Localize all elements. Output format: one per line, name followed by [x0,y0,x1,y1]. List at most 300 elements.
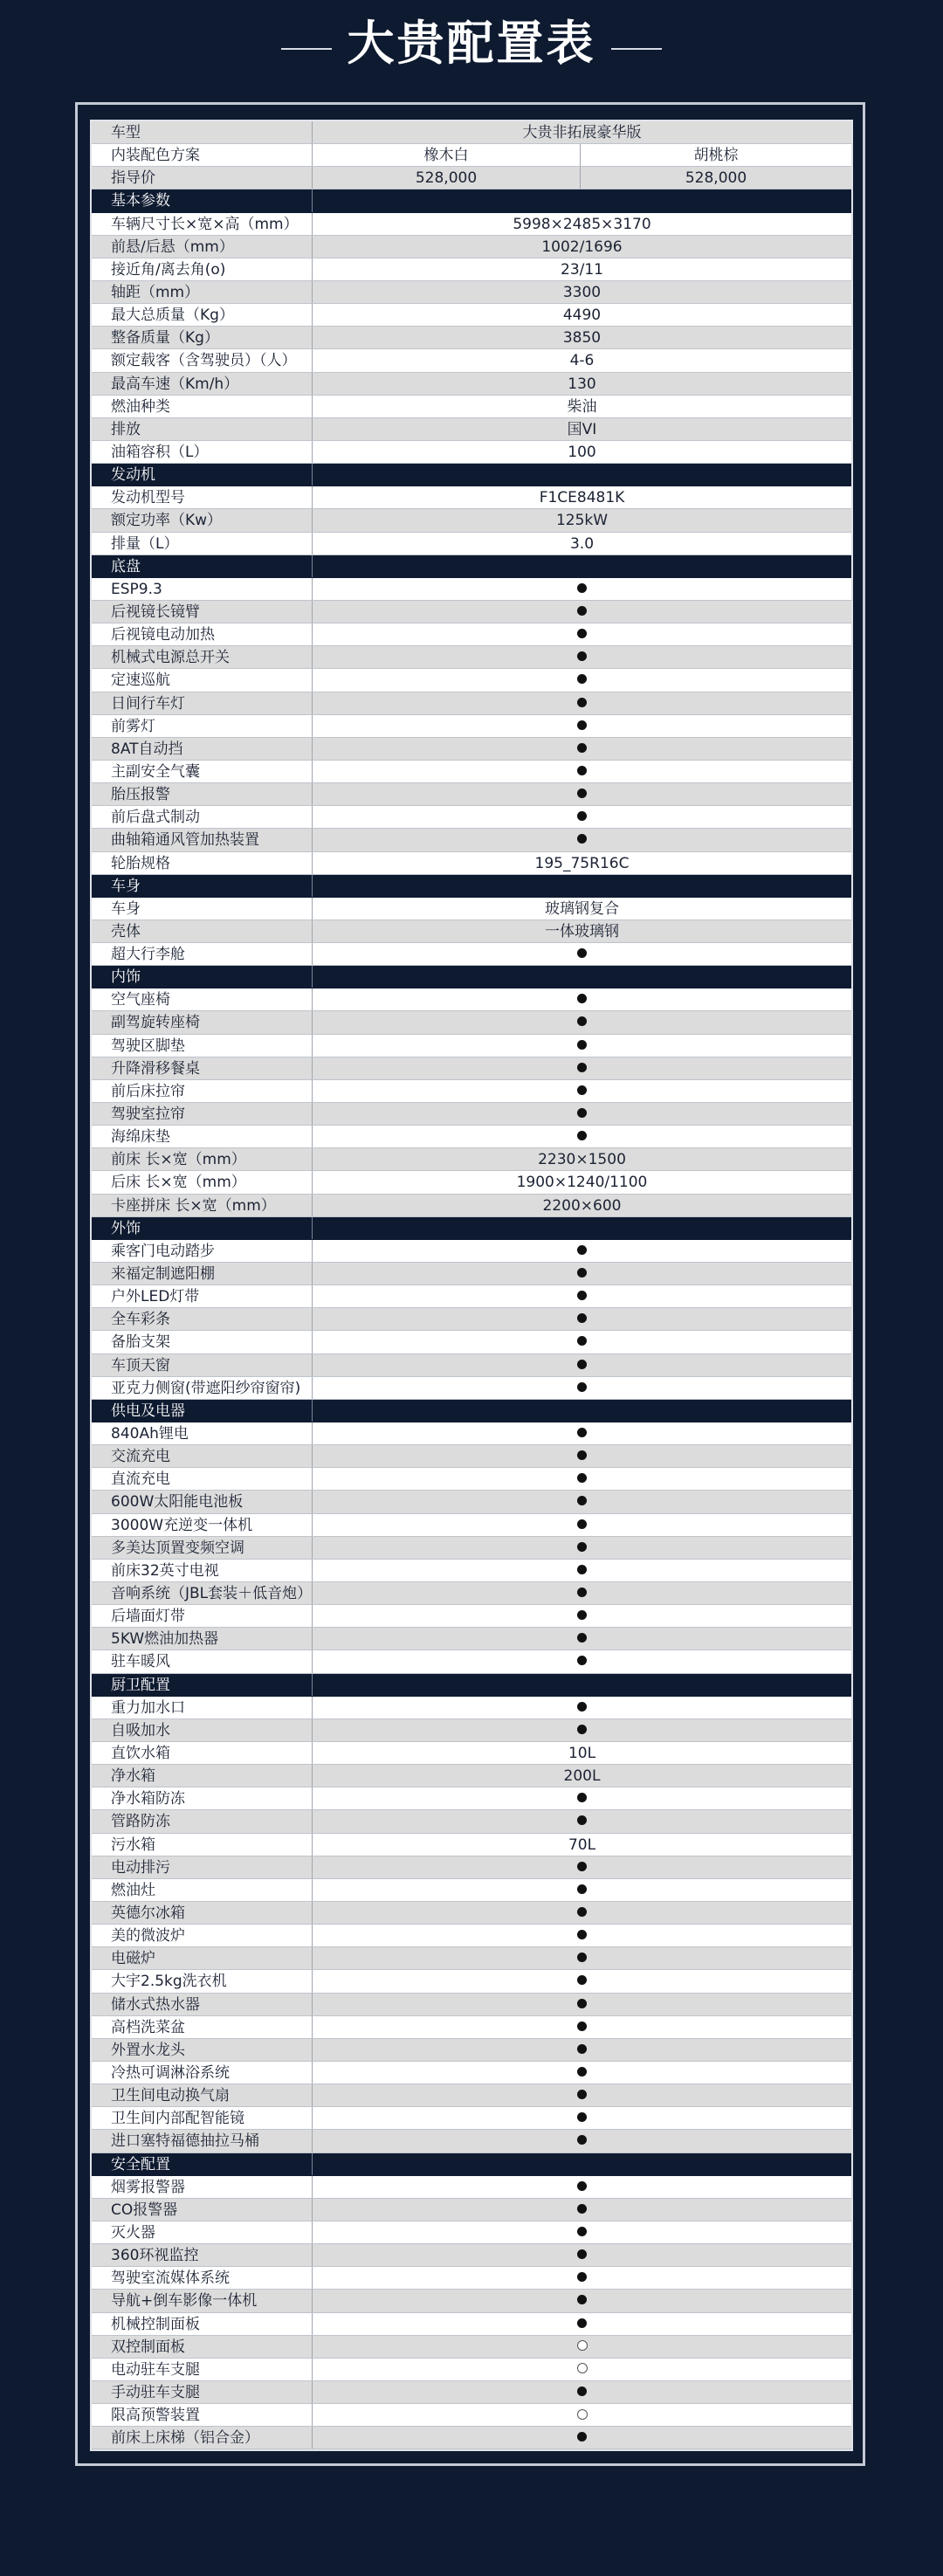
row-label: 发动机型号 [92,486,313,508]
spec-row [92,533,851,555]
spec-row [92,2313,851,2336]
standard-filled-dot-icon [577,1063,587,1072]
row-label: 管路防冻 [92,1810,313,1832]
section-title: 供电及电器 [92,1400,313,1422]
row-value [313,1947,851,1969]
header-row [92,121,851,144]
row-label: 3000W充逆变一体机 [92,1514,313,1536]
row-label: 乘客门电动踏步 [92,1240,313,1262]
row-value [313,1240,851,1262]
standard-filled-dot-icon [577,811,587,821]
row-label: 净水箱 [92,1765,313,1787]
row-label: 内装配色方案 [92,144,313,166]
standard-filled-dot-icon [577,1907,587,1917]
section-spacer [313,464,851,486]
spec-row [92,2199,851,2221]
spec-row [92,441,851,464]
spec-row [92,1994,851,2016]
spec-row [92,396,851,418]
row-value: 130 [568,375,596,393]
row-label: 海绵床垫 [92,1126,313,1147]
row-value: 3300 [562,283,602,301]
spec-row [92,1377,851,1400]
spec-row [92,1787,851,1810]
row-label: 指导价 [92,167,313,189]
row-label: 定速巡航 [92,669,313,691]
spec-row [92,1810,851,1833]
spec-row [92,281,851,304]
row-label: 排量（L） [92,533,313,554]
row-label: 车型 [92,121,313,143]
row-value [313,1879,851,1901]
row-value [313,2404,851,2426]
row-value [313,1970,851,1992]
spec-row [92,1719,851,1742]
row-value [313,2267,851,2289]
spec-row [92,349,851,372]
row-value [313,1285,851,1307]
row-value [313,2039,851,2061]
row-value: 1900×1240/1100 [516,1174,648,1192]
row-value: 橡木白 [423,147,469,165]
row-value [313,2062,851,2084]
row-value [313,715,851,737]
standard-filled-dot-icon [577,1884,587,1894]
spec-row [92,1537,851,1560]
standard-filled-dot-icon [577,1519,587,1529]
standard-filled-dot-icon [577,1268,587,1278]
spec-row [92,2062,851,2084]
row-value [313,2313,851,2335]
row-value [313,578,851,600]
spec-row [92,2084,851,2107]
row-label: 空气座椅 [92,988,313,1010]
row-label: 外置水龙头 [92,2039,313,2061]
standard-filled-dot-icon [577,2318,587,2328]
spec-row [92,2290,851,2312]
spec-row [92,1195,851,1217]
row-label: 高档洗菜盆 [92,2016,313,2038]
row-value [313,2084,851,2106]
row-label: 日间行车灯 [92,692,313,714]
spec-row [92,761,851,783]
row-value [313,646,851,668]
standard-filled-dot-icon [577,1131,587,1140]
standard-filled-dot-icon [577,2112,587,2122]
spec-row [92,1856,851,1879]
row-label: 燃油灶 [92,1879,313,1901]
row-label: 大宇2.5kg洗衣机 [92,1970,313,1992]
standard-filled-dot-icon [577,606,587,616]
row-label: 手动驻车支腿 [92,2381,313,2403]
row-value [313,692,851,714]
row-label: 全车彩条 [92,1308,313,1330]
standard-filled-dot-icon [577,1953,587,1962]
standard-filled-dot-icon [577,1565,587,1574]
row-label: 最大总质量（Kg） [92,304,313,326]
row-label: 排放 [92,418,313,440]
standard-filled-dot-icon [577,2067,587,2077]
row-label: 最高车速（Km/h） [92,373,313,395]
spec-row [92,1263,851,1285]
row-label: 电磁炉 [92,1947,313,1969]
row-value [313,806,851,828]
row-value [313,1491,851,1512]
section-title: 安全配置 [92,2153,313,2175]
row-label: 自吸加水 [92,1719,313,1741]
standard-filled-dot-icon [577,1815,587,1825]
row-value [313,601,851,623]
standard-filled-dot-icon [577,766,587,775]
standard-filled-dot-icon [577,583,587,593]
row-value [313,1126,851,1147]
row-label: 车身 [92,898,313,920]
standard-filled-dot-icon [577,1428,587,1437]
standard-filled-dot-icon [577,948,587,958]
row-value [313,988,851,1010]
title-right-line [611,48,662,50]
row-label: 600W太阳能电池板 [92,1491,313,1512]
standard-filled-dot-icon [577,720,587,730]
page-title: 大贵配置表 [347,16,596,71]
spec-row [92,2176,851,2199]
row-value [313,1994,851,2015]
spec-row [92,1080,851,1103]
row-value [313,1103,851,1125]
spec-row [92,601,851,623]
row-value: 528,000 [415,169,478,188]
row-value [313,2176,851,2198]
row-label: 接近角/离去角(o) [92,258,313,280]
spec-row [92,1285,851,1308]
spec-row [92,623,851,646]
row-value [313,1057,851,1079]
section-spacer [313,2153,851,2175]
standard-filled-dot-icon [577,1450,587,1460]
row-label: 前床 长×宽（mm） [92,1148,313,1170]
row-value: 528,000 [580,167,851,189]
row-label: 双控制面板 [92,2336,313,2358]
row-label: 直饮水箱 [92,1742,313,1764]
row-label: 主副安全气囊 [92,761,313,782]
row-value [313,1514,851,1536]
spec-row [92,2221,851,2244]
row-value [313,1628,851,1650]
spec-row [92,2039,851,2062]
row-label: 轴距（mm） [92,281,313,303]
row-label: 驾驶区脚垫 [92,1035,313,1057]
standard-filled-dot-icon [577,1382,587,1392]
spec-row [92,327,851,349]
row-value: 5998×2485×3170 [513,215,651,233]
row-value: 23/11 [561,260,603,279]
spec-row [92,1331,851,1353]
standard-filled-dot-icon [577,2181,587,2191]
standard-filled-dot-icon [577,1336,587,1346]
row-label: 曲轴箱通风管加热装置 [92,829,313,851]
row-value: 4490 [562,307,602,325]
standard-filled-dot-icon [577,629,587,638]
standard-filled-dot-icon [577,1793,587,1802]
spec-row [92,1240,851,1263]
row-label: 前床32英寸电视 [92,1560,313,1581]
section-title: 内饰 [92,966,313,988]
title-banner [0,7,943,80]
standard-filled-dot-icon [577,1085,587,1095]
row-label: 多美达顶置变频空调 [92,1537,313,1559]
row-label: 升降滑移餐桌 [92,1057,313,1079]
row-label: 后墙面灯带 [92,1605,313,1627]
row-value: 一体玻璃钢 [545,922,619,940]
spec-row [92,943,851,966]
standard-filled-dot-icon [577,2044,587,2054]
row-label: 840Ah锂电 [92,1422,313,1444]
section-header [92,1674,851,1697]
standard-filled-dot-icon [577,743,587,753]
spec-row [92,1308,851,1331]
row-label: 直流充电 [92,1468,313,1490]
row-label: 亚克力侧窗(带遮阳纱帘窗帘) [92,1377,313,1399]
section-header [92,966,851,988]
standard-filled-dot-icon [577,1313,587,1323]
spec-row [92,373,851,396]
standard-filled-dot-icon [577,1930,587,1939]
row-label: 驻车暖风 [92,1650,313,1672]
row-value: 195_75R16C [534,854,630,872]
row-label: ESP9.3 [92,578,313,600]
row-value: 玻璃钢复合 [545,899,619,918]
section-title: 外饰 [92,1217,313,1239]
section-spacer [313,875,851,897]
row-value: 10L [568,1744,596,1762]
spec-row [92,2381,851,2404]
row-value: 200L [563,1767,601,1786]
row-value [313,1787,851,1809]
row-label: 车顶天窗 [92,1354,313,1376]
row-label: 交流充电 [92,1445,313,1467]
spec-row [92,715,851,738]
row-label: 限高预警装置 [92,2404,313,2426]
spec-row [92,1148,851,1171]
row-value [313,2290,851,2311]
row-label: 灭火器 [92,2221,313,2243]
row-label: 胎压报警 [92,783,313,805]
row-value: 70L [568,1836,596,1854]
spec-row [92,1422,851,1445]
spec-row [92,738,851,761]
spec-row [92,829,851,851]
section-header [92,555,851,578]
row-label: 额定载客（含驾驶员）（人） [92,349,313,371]
row-value [313,1856,851,1878]
section-header [92,2153,851,2176]
row-value [313,738,851,760]
section-spacer [313,189,851,211]
standard-filled-dot-icon [577,1245,587,1255]
standard-filled-dot-icon [577,2272,587,2282]
section-header [92,464,851,486]
spec-row [92,898,851,920]
spec-row [92,1468,851,1491]
row-label: 烟雾报警器 [92,2176,313,2198]
standard-filled-dot-icon [577,2295,587,2304]
spec-row [92,1765,851,1787]
section-header [92,189,851,212]
row-label: 重力加水口 [92,1697,313,1718]
row-label: 卫生间内部配智能镜 [92,2107,313,2129]
optional-hollow-circle-icon [577,2340,588,2351]
standard-filled-dot-icon [577,651,587,661]
row-value [313,1650,851,1672]
standard-filled-dot-icon [577,2227,587,2236]
row-label: 前雾灯 [92,715,313,737]
spec-row [92,1491,851,1513]
row-value [313,1719,851,1741]
row-label: 前后盘式制动 [92,806,313,828]
row-value: 国VI [567,420,597,438]
row-label: 超大行李舱 [92,943,313,965]
section-spacer [313,966,851,988]
row-value [313,2107,851,2129]
standard-filled-dot-icon [577,1291,587,1300]
row-label: CO报警器 [92,2199,313,2221]
row-label: 5KW燃油加热器 [92,1628,313,1650]
standard-filled-dot-icon [577,994,587,1003]
spec-row [92,2404,851,2427]
spec-row [92,2016,851,2039]
spec-row [92,486,851,509]
standard-filled-dot-icon [577,2204,587,2214]
row-value [313,1263,851,1285]
row-value [313,669,851,691]
spec-row [92,2244,851,2267]
spec-row [92,1628,851,1650]
standard-filled-dot-icon [577,1656,587,1665]
spec-row [92,2130,851,2152]
row-value [313,2427,851,2449]
row-label: 驾驶室拉帘 [92,1103,313,1125]
standard-filled-dot-icon [577,2387,587,2396]
section-spacer [313,1674,851,1696]
row-value: 2230×1500 [538,1151,626,1169]
row-value [313,2016,851,2038]
row-value: 3.0 [569,534,595,553]
section-spacer [313,1217,851,1239]
spec-row [92,1560,851,1582]
row-label: 来福定制遮阳棚 [92,1263,313,1285]
row-value: 1002/1696 [541,238,623,256]
row-label: 后视镜电动加热 [92,623,313,645]
standard-filled-dot-icon [577,1633,587,1643]
section-header [92,1400,851,1422]
spec-row [92,1879,851,1902]
spec-row [92,1445,851,1468]
row-value [313,1605,851,1627]
row-label: 额定功率（Kw） [92,509,313,531]
section-title: 车身 [92,875,313,897]
row-value: F1CE8481K [539,489,625,507]
standard-filled-dot-icon [577,1016,587,1026]
standard-filled-dot-icon [577,834,587,844]
row-label: 前后床拉帘 [92,1080,313,1102]
standard-filled-dot-icon [577,1040,587,1050]
row-label: 车辆尺寸长×宽×高（mm） [92,213,313,235]
spec-row [92,236,851,258]
standard-filled-dot-icon [577,2090,587,2099]
row-value [313,943,851,965]
row-label: 壳体 [92,920,313,942]
spec-row [92,1970,851,1993]
optional-hollow-circle-icon [577,2363,588,2373]
section-title: 底盘 [92,555,313,577]
spec-row [92,2427,851,2449]
row-label: 卫生间电动换气扇 [92,2084,313,2106]
row-value [313,1377,851,1399]
row-label: 卡座拼床 长×宽（mm） [92,1195,313,1216]
optional-hollow-circle-icon [577,2409,588,2420]
spec-row [92,1947,851,1970]
header-row [92,144,851,167]
row-value: 100 [568,443,596,461]
spec-row [92,2107,851,2130]
row-label: 储水式热水器 [92,1994,313,2015]
row-label: 英德尔冰箱 [92,1902,313,1924]
standard-filled-dot-icon [577,674,587,684]
spec-row [92,418,851,441]
spec-row [92,1103,851,1126]
row-value [313,1080,851,1102]
spec-row [92,509,851,532]
row-label: 净水箱防冻 [92,1787,313,1809]
spec-row [92,1354,851,1377]
standard-filled-dot-icon [577,2432,587,2442]
spec-table [90,120,853,2451]
standard-filled-dot-icon [577,1702,587,1712]
spec-row [92,1742,851,1765]
row-label: 前床上床梯（铝合金） [92,2427,313,2449]
standard-filled-dot-icon [577,1862,587,1871]
row-label: 污水箱 [92,1834,313,1856]
spec-row [92,1697,851,1719]
spec-row [92,852,851,875]
row-label: 美的微波炉 [92,1925,313,1946]
standard-filled-dot-icon [577,1725,587,1734]
row-label: 前悬/后悬（mm） [92,236,313,258]
standard-filled-dot-icon [577,1588,587,1597]
row-value [313,829,851,851]
spec-row [92,920,851,943]
row-label: 电动排污 [92,1856,313,1878]
spec-row [92,213,851,236]
spec-row [92,1514,851,1537]
row-value [313,2130,851,2152]
spec-row [92,1035,851,1057]
row-value: 大贵非拓展豪华版 [522,124,642,141]
spec-row [92,304,851,327]
row-value [313,2359,851,2380]
spec-row [92,1902,851,1925]
row-value: 2200×600 [542,1196,622,1215]
standard-filled-dot-icon [577,1496,587,1505]
standard-filled-dot-icon [577,2022,587,2031]
row-label: 后视镜长镜臂 [92,601,313,623]
spec-row [92,1834,851,1856]
spec-row [92,1171,851,1194]
section-title: 厨卫配置 [92,1674,313,1696]
standard-filled-dot-icon [577,789,587,798]
row-value [313,1445,851,1467]
row-label: 驾驶室流媒体系统 [92,2267,313,2289]
